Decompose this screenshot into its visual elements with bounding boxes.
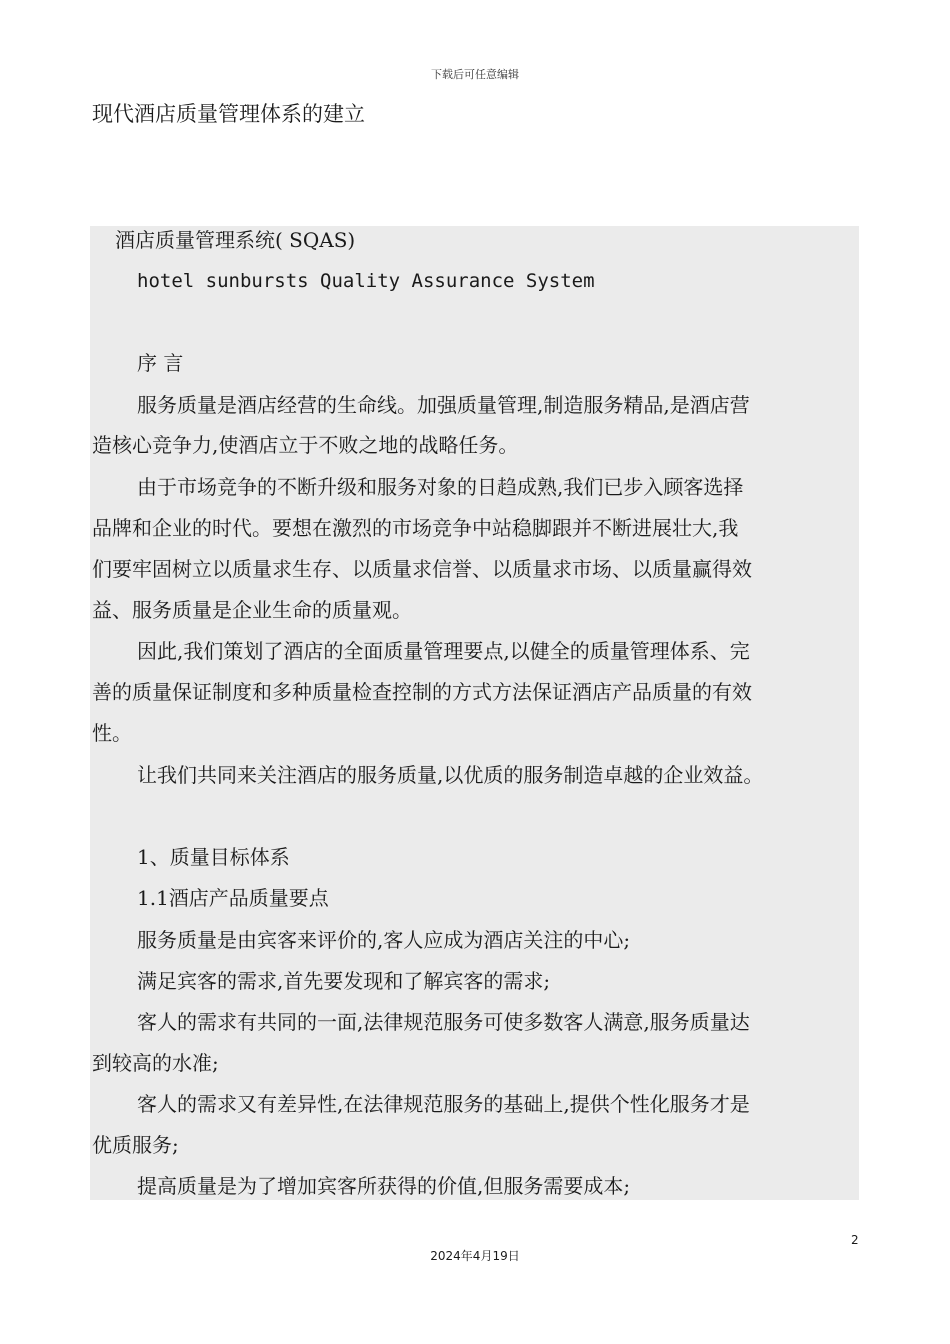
- paragraph-line: 提高质量是为了增加宾客所获得的价值,但服务需要成本;: [137, 1174, 631, 1198]
- paragraph-line: 客人的需求又有差异性,在法律规范服务的基础上,提供个性化服务才是: [137, 1092, 750, 1116]
- paragraph-line: 因此,我们策划了酒店的全面质量管理要点,以健全的质量管理体系、完: [137, 639, 750, 663]
- paragraph-line: 让我们共同来关注酒店的服务质量,以优质的服务制造卓越的企业效益。: [137, 763, 764, 787]
- paragraph-line: 由于市场竞争的不断升级和服务对象的日趋成熟,我们已步入顾客选择: [137, 475, 744, 499]
- paragraph-line: 客人的需求有共同的一面,法律规范服务可使多数客人满意,服务质量达: [137, 1010, 750, 1034]
- paragraph-line: 善的质量保证制度和多种质量检查控制的方式方法保证酒店产品质量的有效: [92, 680, 752, 704]
- subsection-heading: 1.1酒店产品质量要点: [137, 886, 329, 910]
- paragraph-line: 造核心竞争力,使酒店立于不败之地的战略任务。: [92, 433, 519, 457]
- paragraph-line: 优质服务;: [92, 1133, 179, 1157]
- paragraph-line: 益、服务质量是企业生命的质量观。: [92, 598, 412, 622]
- document-title: 现代酒店质量管理体系的建立: [92, 102, 365, 126]
- paragraph-line: 到较高的水准;: [92, 1051, 219, 1075]
- header-note: 下载后可任意编辑: [431, 68, 519, 81]
- paragraph-line: 们要牢固树立以质量求生存、以质量求信誉、以质量求市场、以质量赢得效: [92, 557, 752, 581]
- paragraph-line: 服务质量是酒店经营的生命线。加强质量管理,制造服务精品,是酒店营: [137, 393, 750, 417]
- paragraph-line: 品牌和企业的时代。要想在激烈的市场竞争中站稳脚跟并不断进展壮大,我: [92, 516, 739, 540]
- footer-date: 2024年4月19日: [430, 1249, 520, 1263]
- paragraph-line: 性。: [92, 721, 132, 745]
- preface-heading: 序 言: [137, 351, 184, 375]
- paragraph-line: 满足宾客的需求,首先要发现和了解宾客的需求;: [137, 969, 551, 993]
- system-english-name: hotel sunbursts Quality Assurance System: [137, 270, 595, 292]
- paragraph-line: 服务质量是由宾客来评价的,客人应成为酒店关注的中心;: [137, 928, 631, 952]
- system-name: 酒店质量管理系统( SQAS): [115, 228, 356, 252]
- section-heading: 1、质量目标体系: [137, 845, 290, 869]
- page-number: 2: [851, 1233, 859, 1247]
